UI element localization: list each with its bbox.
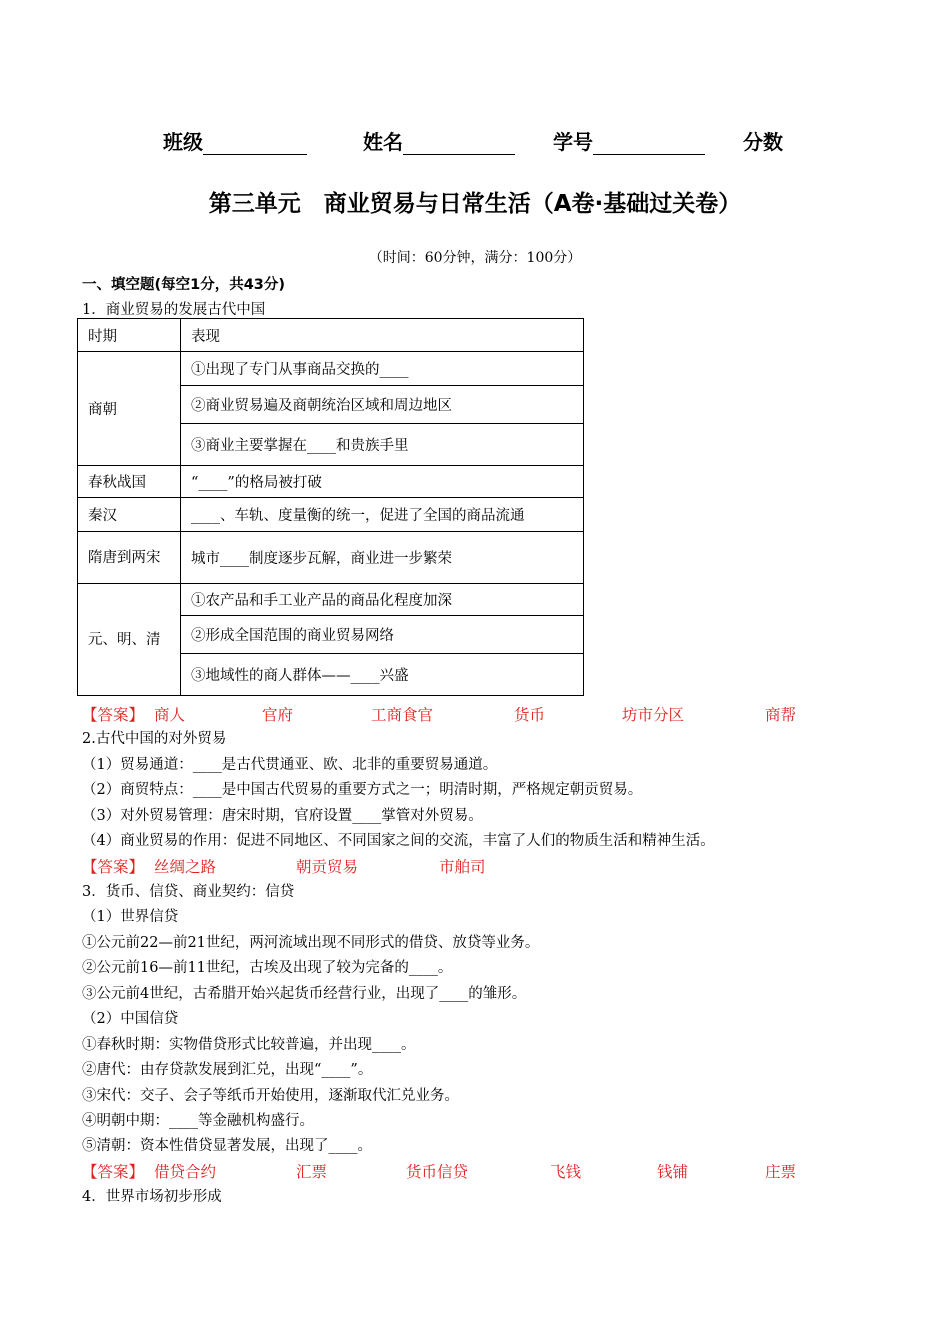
answer-item: 商帮 [765,706,797,724]
q3-china-item: ③宋代：交子、会子等纸币开始使用，逐渐取代汇兑业务。 [82,1088,459,1104]
q3-china-item: ④明朝中期：____等金融机构盛行。 [82,1113,314,1129]
q3-china-item: ①春秋时期：实物借贷形式比较普遍，并出现____。 [82,1037,416,1053]
table-cell: ③商业主要掌握在____和贵族手里 [181,424,584,466]
answer-item: 工商食官 [371,706,434,724]
table-cell: ____、车轨、度量衡的统一，促进了全国的商品流通 [181,498,584,532]
table-cell: ①农产品和手工业产品的商品化程度加深 [181,584,584,616]
answer-item: 货币信贷 [406,1163,469,1181]
answer-item: 汇票 [296,1163,328,1181]
q3-world-item: ②公元前16—前11世纪，古埃及出现了较为完备的____。 [82,960,453,976]
table-row [78,319,584,352]
q3-sub-heading: （1）世界信贷 [82,909,179,925]
table-cell: 城市____制度逐步瓦解，商业进一步繁荣 [181,532,584,584]
q2-item: （4）商业贸易的作用：促进不同地区、不同国家之间的交流，丰富了人们的物质生活和精神生活。 [82,833,715,849]
q2-item: （1）贸易通道：____是古代贯通亚、欧、北非的重要贸易通道。 [82,757,498,773]
table-row [78,352,584,386]
q3-sub-heading: （2）中国信贷 [82,1011,179,1027]
q2-title: 2.古代中国的对外贸易 [82,731,227,747]
period-spring-autumn: 春秋战国 [78,466,181,498]
name-field[interactable] [363,126,515,155]
q1-answer [82,703,882,723]
period-yuan-ming-qing: 元、明、清 [78,584,181,696]
student-id-label: 学号 [553,130,593,154]
table-row [78,532,584,584]
table-header-period: 时期 [78,319,181,352]
trade-history-table [77,318,584,696]
score-label: 分数 [743,130,783,154]
answer-item: 丝绸之路 [154,858,217,876]
table-header-content: 表现 [181,319,584,352]
period-shang: 商朝 [78,352,181,466]
table-row [78,584,584,616]
section-heading: 一、填空题(每空1分，共43分) [82,277,286,293]
table-cell: ②形成全国范围的商业贸易网络 [181,616,584,654]
class-blank [203,134,307,155]
student-id-field[interactable] [553,126,705,155]
period-sui-tang: 隋唐到两宋 [78,532,181,584]
answer-item: 飞钱 [550,1163,582,1181]
answer-label: 【答案】 [82,706,145,724]
q2-answer [82,855,882,875]
answer-label: 【答案】 [82,858,145,876]
answer-label: 【答案】 [82,1163,145,1181]
student-id-blank [593,134,705,155]
answer-item: 商人 [154,706,186,724]
class-field[interactable] [163,126,307,155]
q3-world-item: ③公元前4世纪，古希腊开始兴起货币经营行业，出现了____的雏形。 [82,986,527,1002]
answer-item: 钱铺 [657,1163,689,1181]
name-blank [403,134,515,155]
q4-title: 4．世界市场初步形成 [82,1189,222,1205]
q3-answer [82,1160,882,1180]
period-qin-han: 秦汉 [78,498,181,532]
answer-item: 市舶司 [439,858,486,876]
q1-title: 1．商业贸易的发展古代中国 [82,302,266,318]
page-title: 第三单元 商业贸易与日常生活（A卷·基础过关卷） [208,191,742,217]
answer-item: 庄票 [765,1163,797,1181]
answer-item: 官府 [262,706,294,724]
page-subtitle: （时间：60分钟，满分：100分） [368,250,582,266]
answer-item: 货币 [514,706,546,724]
table-row [78,466,584,498]
class-label: 班级 [163,130,203,154]
table-cell: ①出现了专门从事商品交换的____ [181,352,584,386]
q3-china-item: ②唐代：由存贷款发展到汇兑，出现“____”。 [82,1062,373,1078]
q2-item: （3）对外贸易管理：唐宋时期，官府设置____掌管对外贸易。 [82,808,483,824]
answer-item: 借贷合约 [154,1163,217,1181]
table-row [78,498,584,532]
table-cell: “____”的格局被打破 [181,466,584,498]
q3-title: 3．货币、信贷、商业契约：信贷 [82,884,295,900]
answer-item: 坊市分区 [622,706,685,724]
table-cell: ②商业贸易遍及商朝统治区域和周边地区 [181,386,584,424]
q3-world-item: ①公元前22—前21世纪，两河流域出现不同形式的借贷、放贷等业务。 [82,935,540,951]
answer-item: 朝贡贸易 [296,858,359,876]
name-label: 姓名 [363,130,403,154]
q2-item: （2）商贸特点：____是中国古代贸易的重要方式之一；明清时期，严格规定朝贡贸易。 [82,782,643,798]
q3-china-item: ⑤清朝：资本性借贷显著发展，出现了____。 [82,1138,372,1154]
table-cell: ③地域性的商人群体——____兴盛 [181,654,584,696]
